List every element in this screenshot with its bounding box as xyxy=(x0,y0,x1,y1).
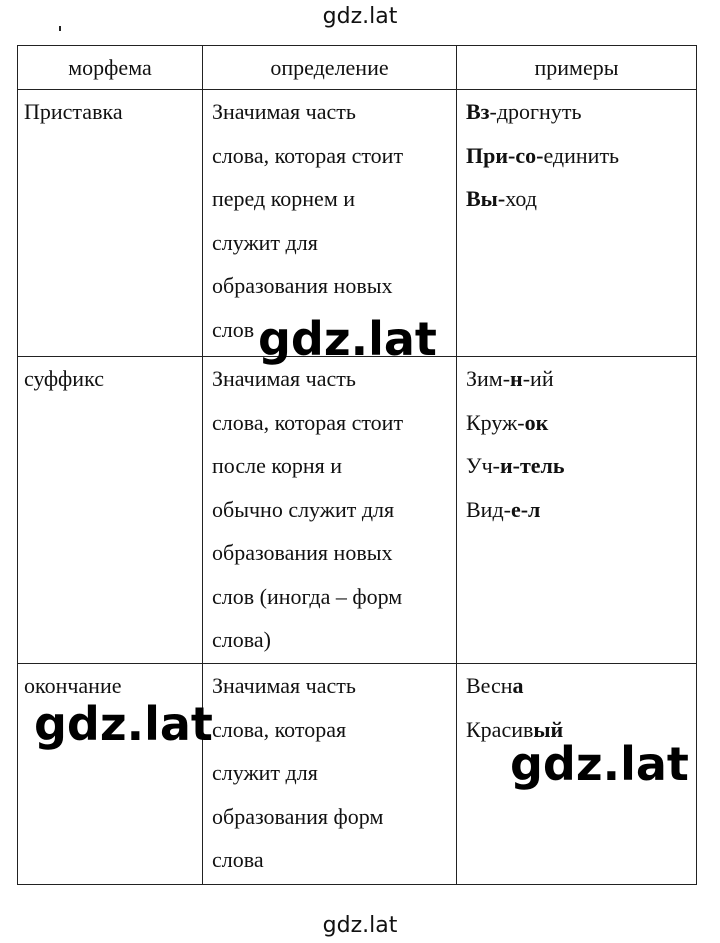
morpheme-cell: суффикс xyxy=(18,357,203,664)
word-part: единить xyxy=(543,142,620,168)
definition-line: Значимая часть xyxy=(212,99,356,124)
morpheme-cell: окончание xyxy=(18,664,203,885)
word-part: Зим- xyxy=(466,366,511,391)
word-part: ход xyxy=(505,186,537,211)
word-part: -дрогнуть xyxy=(489,99,582,124)
example-word xyxy=(466,90,696,134)
example-word xyxy=(466,444,696,488)
watermark-overlay: gdz.lat xyxy=(258,312,437,366)
morpheme-cell: Приставка xyxy=(18,90,203,357)
definition-line: слова, которая стоит xyxy=(212,409,404,435)
stray-mark xyxy=(59,26,61,31)
morpheme-highlight: ый xyxy=(533,716,564,742)
example-word xyxy=(466,357,696,401)
definition-line: служит для xyxy=(212,229,318,255)
morpheme-highlight: Вз xyxy=(466,99,490,124)
example-word xyxy=(466,488,696,532)
watermark-overlay: gdz.lat xyxy=(34,697,213,751)
examples-cell xyxy=(457,90,697,357)
morpheme-highlight: ок xyxy=(524,409,549,435)
example-word xyxy=(466,664,696,708)
morpheme-highlight: а xyxy=(512,673,524,698)
word-part: Красив xyxy=(466,716,534,742)
definition-cell xyxy=(203,664,457,885)
definition-line: после корня и xyxy=(212,453,343,478)
table-header-row xyxy=(18,46,697,90)
morpheme-highlight: и-тель xyxy=(499,453,565,478)
example-word xyxy=(466,134,696,178)
definition-line: образования новых xyxy=(212,273,393,298)
example-word xyxy=(466,177,696,221)
word-part: Уч- xyxy=(466,453,500,478)
watermark-site-bottom: gdz.lat xyxy=(322,913,398,938)
definition-line: слова xyxy=(212,847,264,872)
morpheme-highlight: При-со- xyxy=(466,142,544,168)
definition-line: слов xyxy=(212,316,255,342)
word-part: -ий xyxy=(522,366,554,391)
definition-line: образования новых xyxy=(212,540,393,565)
watermark-site-top: gdz.lat xyxy=(322,4,398,29)
morpheme-highlight: е-л xyxy=(510,496,541,522)
example-word xyxy=(466,401,696,445)
word-part: Вид- xyxy=(466,496,511,522)
word-part: Весн xyxy=(466,673,513,698)
definition-line: слова, которая стоит xyxy=(212,142,404,168)
morpheme-highlight: Вы- xyxy=(466,186,506,211)
examples-cell xyxy=(457,357,697,664)
word-part: Круж- xyxy=(466,409,525,435)
definition-line: слова) xyxy=(212,627,271,652)
morpheme-highlight: н xyxy=(510,366,523,391)
definition-line: слов (иногда – форм xyxy=(212,583,403,609)
header-definition: определение xyxy=(203,46,457,90)
header-examples: примеры xyxy=(457,46,697,90)
definition-line: Значимая часть xyxy=(212,673,356,698)
definition-cell xyxy=(203,357,457,664)
watermark-overlay: gdz.lat xyxy=(510,737,689,791)
definition-line: образования форм xyxy=(212,803,384,829)
definition-line: обычно служит для xyxy=(212,496,395,522)
definition-line: Значимая часть xyxy=(212,366,356,391)
table-row xyxy=(18,357,697,664)
definition-line: перед корнем и xyxy=(212,186,356,211)
definition-line: служит для xyxy=(212,760,318,785)
definition-line: слова, которая xyxy=(212,716,347,742)
header-morpheme: морфема xyxy=(18,46,203,90)
